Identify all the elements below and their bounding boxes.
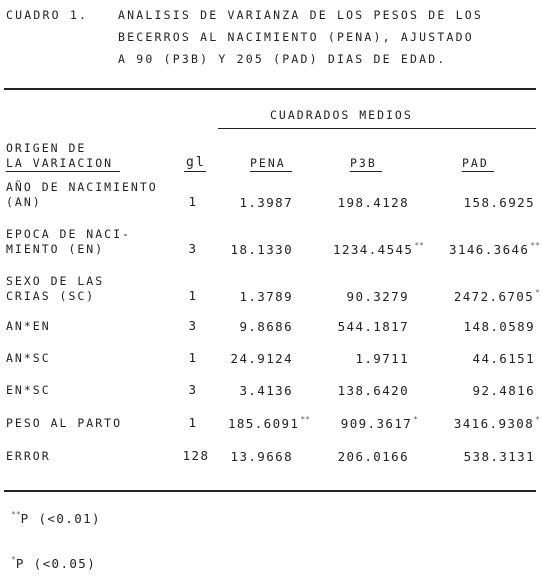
row-label-line-2: CRIAS (SC) [6, 289, 96, 303]
bottom-rule [4, 490, 536, 492]
p3b-value: 544.1817 [337, 319, 409, 334]
gl-value: 3 [188, 241, 198, 256]
row-label-line-1: EN*SC [6, 383, 51, 397]
pad-value: 538.3131 [463, 449, 535, 464]
gl-value: 128 [182, 448, 210, 463]
row-label-line-2: (AN) [6, 195, 42, 209]
footnote-mark: * [11, 555, 16, 564]
gl-value: 1 [188, 288, 198, 303]
p3b-value: 1.9711 [355, 351, 409, 366]
group-header-rule [218, 128, 536, 129]
pena-value: 18.1330 [230, 242, 293, 257]
pad-value: 158.6925 [463, 195, 535, 210]
footnote [10, 510, 101, 526]
col-origin-underline [6, 171, 120, 172]
row-label-line-1: PESO AL PARTO [6, 416, 123, 430]
pena-value: 185.6091** [227, 415, 310, 431]
p3b-value: 90.3279 [346, 289, 409, 304]
col-pad-underline [462, 171, 494, 172]
top-rule [4, 88, 536, 90]
pad-value: 2472.6705* [453, 288, 540, 304]
col-p3b: P3B [350, 156, 377, 170]
pad-value: 3146.3646** [449, 241, 540, 257]
row-label-line-1: AN*SC [6, 351, 51, 365]
gl-value: 3 [188, 318, 198, 333]
p3b-value: 138.6420 [337, 383, 409, 398]
gl-value: 3 [188, 382, 198, 397]
caption-line-2: BECERROS AL NACIMIENTO (PENA), AJUSTADO [118, 30, 474, 44]
group-header: CUADRADOS MEDIOS [270, 108, 413, 122]
footnote [10, 555, 96, 571]
pena-value: 1.3987 [239, 195, 293, 210]
caption-line-3: A 90 (P3B) Y 205 (PAD) DIAS DE EDAD. [118, 52, 447, 66]
footnote-mark: ** [11, 510, 21, 519]
gl-value: 1 [188, 415, 198, 430]
col-pad: PAD [462, 156, 489, 170]
pena-value: 1.3789 [239, 289, 293, 304]
col-pena: PENA [250, 156, 286, 170]
row-label-line-1: ERROR [6, 449, 51, 463]
gl-value: 1 [188, 350, 198, 365]
pad-value: 44.6151 [472, 351, 535, 366]
caption-label: CUADRO 1. [6, 8, 89, 22]
gl-value: 1 [188, 194, 198, 209]
col-origin-line-1: ORIGEN DE [6, 141, 87, 155]
p3b-value: 198.4128 [337, 195, 409, 210]
pena-value: 24.9124 [230, 351, 293, 366]
caption-line-1: ANALISIS DE VARIANZA DE LOS PESOS DE LOS [118, 8, 483, 22]
footnote-text: P (<0.01) [20, 511, 101, 526]
row-label-line-1: SEXO DE LAS [6, 274, 105, 288]
p3b-value: 909.3617* [340, 415, 418, 431]
p3b-value: 206.0166 [337, 449, 409, 464]
row-label-line-1: EPOCA DE NACI- [6, 227, 131, 241]
col-pena-underline [250, 171, 292, 172]
p3b-value: 1234.4545** [333, 241, 424, 257]
pena-value: 3.4136 [239, 383, 293, 398]
col-gl: gl [186, 155, 206, 170]
pena-value: 13.9668 [230, 449, 293, 464]
pena-value: 9.8686 [239, 319, 293, 334]
col-gl-underline [184, 171, 206, 172]
row-label-line-1: AÑO DE NACIMIENTO [6, 180, 158, 194]
pad-value: 92.4816 [472, 383, 535, 398]
col-origin-line-2: LA VARIACION [6, 156, 114, 170]
row-label-line-2: MIENTO (EN) [6, 242, 105, 256]
col-p3b-underline [350, 171, 382, 172]
pad-value: 3416.9308* [453, 415, 540, 431]
pad-value: 148.0589 [463, 319, 535, 334]
row-label-line-1: AN*EN [6, 319, 51, 333]
footnote-text: P (<0.05) [15, 556, 97, 571]
